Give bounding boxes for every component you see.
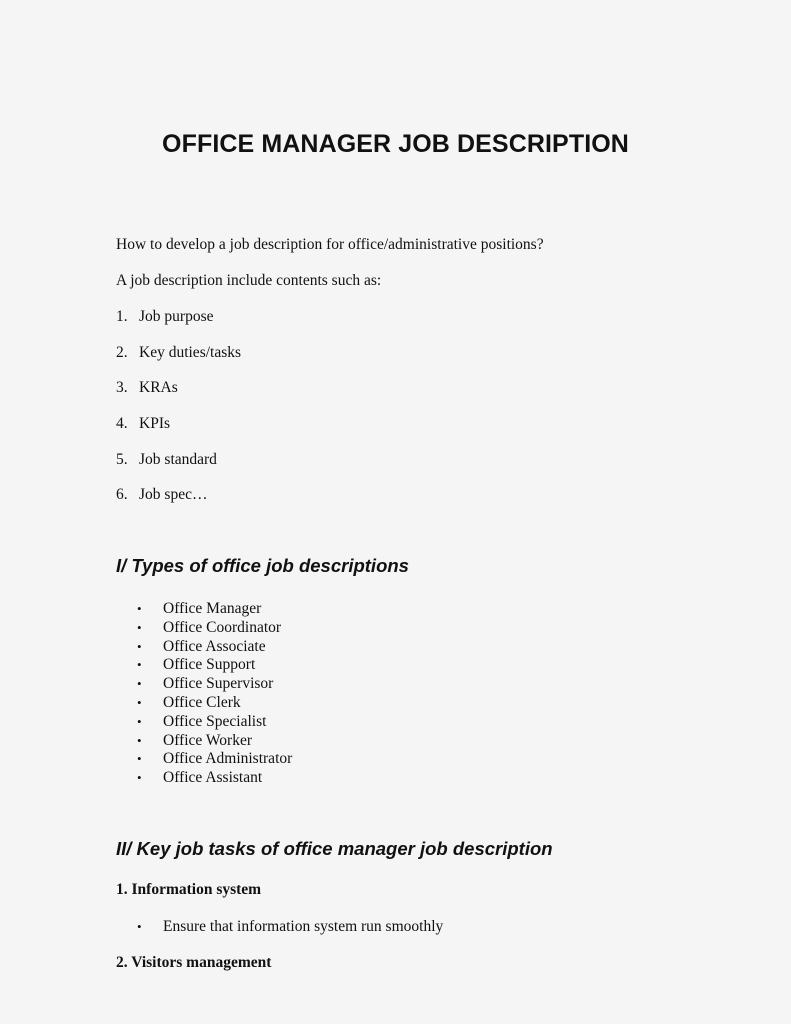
list-item-text: Office Supervisor [163,675,274,693]
list-item-text: Job purpose [139,308,214,325]
list-item-text: Office Specialist [163,712,267,730]
section-heading-types: I/ Types of office job descriptions [116,555,409,576]
list-item-text: Office Support [163,656,256,674]
list-item-number: 4. [116,415,128,433]
list-item [137,769,292,788]
list-item-text: Office Clerk [163,693,241,711]
bullet-icon: • [137,657,142,673]
intro-question: How to develop a job description for office/administrative positions? [116,236,544,253]
list-item-number: 2. [116,343,128,361]
subsection-heading-information-system: 1. Information system [116,881,262,898]
list-item [137,675,292,694]
bullet-icon: • [137,713,142,729]
document-title: OFFICE MANAGER JOB DESCRIPTION [162,130,629,158]
list-item [116,379,241,415]
list-item [137,656,292,675]
bullet-icon: • [137,919,142,934]
list-item-text: Job spec… [139,486,208,504]
list-item-text: Office Manager [163,600,262,617]
bullet-icon: • [137,732,142,748]
list-item-number: 1. [116,308,128,325]
information-system-list [137,918,443,937]
list-item-text: Key duties/tasks [139,343,242,361]
list-item [137,694,292,713]
list-item-text: Office Associate [163,637,266,655]
bullet-icon: • [137,676,142,692]
job-types-list [137,600,292,788]
list-item [137,638,292,657]
list-item [116,415,241,451]
list-item [137,750,292,769]
bullet-icon: • [137,619,142,635]
list-item-text: Office Assistant [163,769,263,787]
bullet-icon: • [137,751,142,767]
list-item-text: Office Coordinator [163,618,282,636]
list-item [116,486,241,522]
list-item [137,600,292,619]
list-item-number: 5. [116,450,128,468]
list-item-text: KRAs [139,379,178,397]
intro-contents: A job description include contents such as: [116,272,382,289]
list-item-text: Ensure that information system run smoothly [163,918,444,935]
list-item [116,344,241,380]
bullet-icon: • [137,601,142,616]
list-item [137,619,292,638]
list-item [116,308,241,344]
list-item [137,732,292,751]
list-item [137,713,292,732]
contents-list [116,308,241,522]
list-item-text: KPIs [139,415,171,433]
list-item [116,451,241,487]
list-item-text: Office Worker [163,731,252,749]
list-item-text: Office Administrator [163,750,293,768]
list-item-number: 6. [116,486,128,504]
bullet-icon: • [137,694,142,710]
bullet-icon: • [137,638,142,654]
list-item [137,918,443,937]
subsection-heading-visitors-management: 2. Visitors management [116,954,272,971]
bullet-icon: • [137,770,142,786]
section-heading-key-tasks: II/ Key job tasks of office manager job description [116,838,553,859]
list-item-text: Job standard [139,450,217,468]
list-item-number: 3. [116,379,128,397]
